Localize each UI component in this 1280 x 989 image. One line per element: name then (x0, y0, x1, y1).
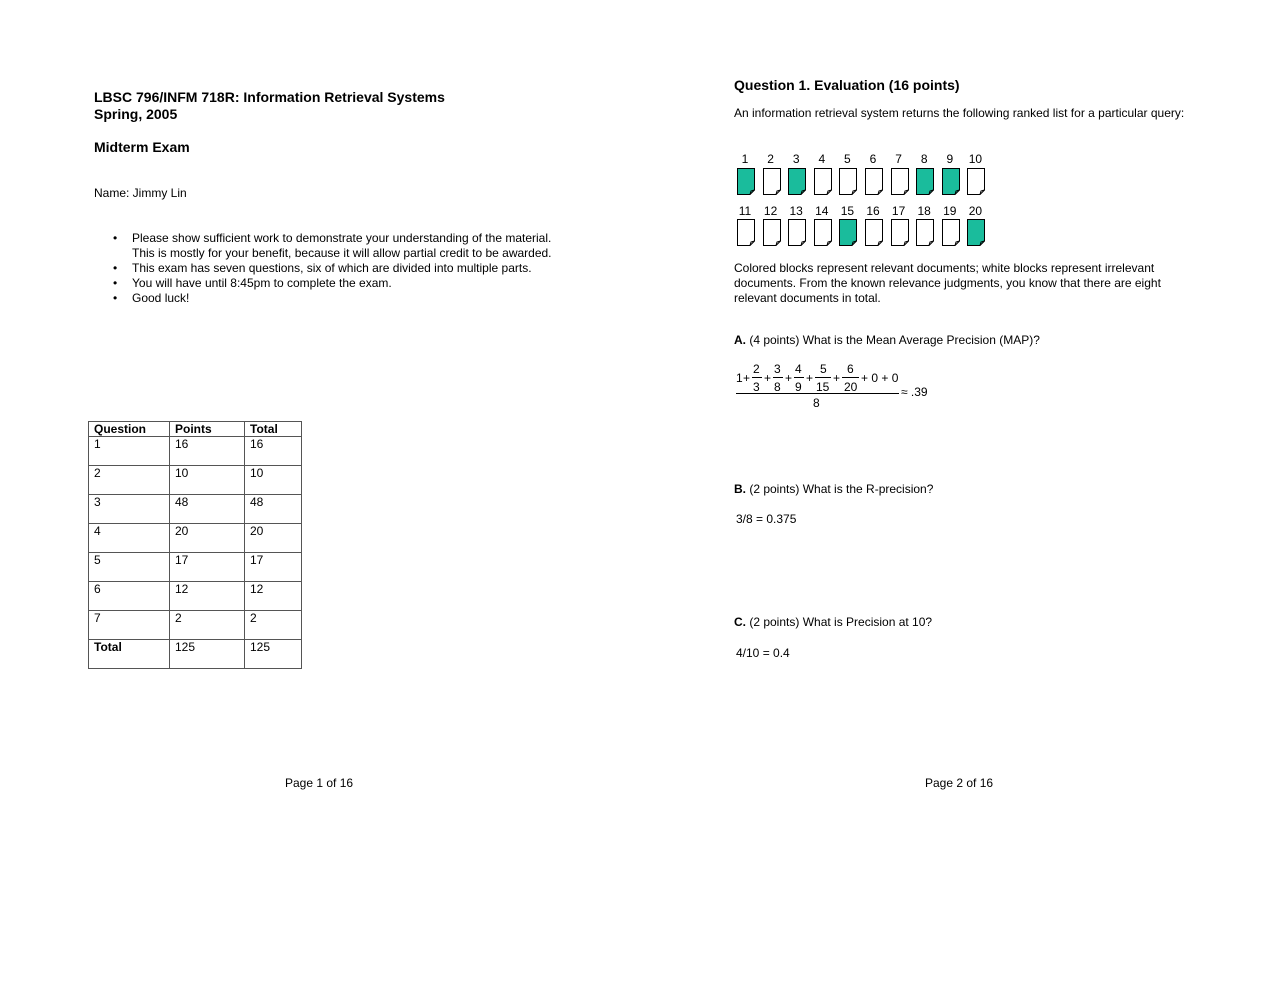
relevant-document-icon (788, 168, 806, 195)
rank-number: 20 (968, 204, 983, 218)
rank-number: 7 (895, 152, 902, 166)
formula-denominator: 15 (816, 380, 830, 394)
irrelevant-document-icon (788, 219, 806, 246)
table-row (89, 524, 302, 553)
table-row (89, 611, 302, 640)
irrelevant-document-icon (891, 219, 909, 246)
student-name: Name: Jimmy Lin (94, 186, 187, 200)
relevant-document-icon (967, 219, 985, 246)
instructions-list (113, 231, 553, 306)
rank-number: 19 (943, 204, 957, 218)
irrelevant-document-icon (763, 168, 781, 195)
formula-denominator: 3 (753, 380, 760, 394)
rank-number: 9 (946, 152, 954, 166)
table-cell: 48 (245, 495, 302, 524)
table-cell: 125 (170, 640, 245, 669)
table-cell: 17 (245, 553, 302, 582)
formula-numerator: 2 (753, 362, 760, 376)
part-b-answer: 3/8 = 0.375 (736, 512, 797, 526)
irrelevant-document-icon (814, 219, 832, 246)
exam-title: Midterm Exam (94, 139, 190, 155)
formula-denominator: 8 (774, 380, 781, 394)
formula-divisor: 8 (813, 396, 820, 410)
rank-number: 3 (792, 152, 800, 166)
formula-numerator: 4 (795, 362, 802, 376)
formula-fraction-bar (815, 377, 831, 378)
formula-leading-term: 1 (736, 371, 743, 385)
rank-number: 18 (917, 204, 931, 218)
table-header: Total (245, 422, 302, 437)
table-cell: 16 (245, 437, 302, 466)
part-a-label: A. (734, 333, 746, 347)
formula-numerator: 3 (774, 362, 781, 376)
table-total-row (89, 640, 302, 669)
irrelevant-document-icon (839, 168, 857, 195)
irrelevant-document-icon (942, 219, 960, 246)
formula-plus: + (806, 371, 814, 385)
rank-number: 14 (815, 204, 829, 218)
table-cell: 12 (245, 582, 302, 611)
table-cell: 16 (170, 437, 245, 466)
table-header: Points (170, 422, 245, 437)
table-cell: 2 (245, 611, 302, 640)
irrelevant-document-icon (814, 168, 832, 195)
rank-number: 4 (818, 152, 826, 166)
relevant-document-icon (942, 168, 960, 195)
rank-number: 11 (738, 204, 752, 218)
question-intro: An information retrieval system returns the following ranked list for a particular query: (734, 106, 1185, 120)
table-cell: 48 (170, 495, 245, 524)
rank-number: 15 (840, 204, 855, 218)
table-cell: 3 (89, 495, 170, 524)
table-cell: Total (89, 640, 170, 669)
rank-number: 5 (844, 152, 851, 166)
rank-number: 13 (789, 204, 803, 218)
irrelevant-document-icon (763, 219, 781, 246)
formula-denominator: 9 (795, 380, 802, 394)
table-cell: 125 (245, 640, 302, 669)
table-row (89, 437, 302, 466)
instruction-item: • This exam has seven questions, six of which are divided into multiple parts. (113, 261, 532, 275)
instruction-item: • You will have until 8:45pm to complete the exam. (113, 276, 392, 290)
table-cell: 20 (245, 524, 302, 553)
points-table (88, 421, 302, 669)
page-number-right: Page 2 of 16 (925, 776, 994, 790)
table-cell: 7 (89, 611, 170, 640)
question-title: Question 1. Evaluation (16 points) (734, 77, 960, 93)
table-cell: 1 (89, 437, 170, 466)
formula-approx-result: ≈ .39 (901, 385, 928, 399)
part-b-question (734, 482, 933, 496)
rank-number: 17 (891, 204, 906, 218)
formula-plus: + (833, 371, 841, 385)
table-cell: 2 (170, 611, 245, 640)
formula-fraction-bar (794, 377, 804, 378)
table-row (89, 495, 302, 524)
course-title: LBSC 796/INFM 718R: Information Retrieval Systems (94, 89, 445, 105)
formula-plus: + (764, 371, 772, 385)
table-cell: 5 (89, 553, 170, 582)
formula-denominator: 20 (844, 380, 858, 394)
part-b-text: (2 points) What is the R-precision? (746, 482, 934, 496)
part-c-text: (2 points) What is Precision at 10? (746, 615, 933, 629)
relevant-document-icon (737, 168, 755, 195)
table-cell: 10 (245, 466, 302, 495)
page-number-left: Page 1 of 16 (285, 776, 354, 790)
relevant-document-icon (839, 219, 857, 246)
formula-plus: + (785, 371, 793, 385)
table-header-row (89, 422, 302, 437)
bullet-icon: • (113, 276, 118, 290)
table-row (89, 466, 302, 495)
rank-number: 2 (767, 152, 774, 166)
irrelevant-document-icon (967, 168, 985, 195)
bullet-icon: • (113, 291, 118, 305)
part-c-answer: 4/10 = 0.4 (736, 646, 790, 660)
table-cell: 20 (170, 524, 245, 553)
bullet-icon: • (113, 231, 118, 245)
formula-fraction-bar (842, 377, 859, 378)
irrelevant-document-icon (737, 219, 755, 246)
irrelevant-document-icon (891, 168, 909, 195)
table-cell: 12 (170, 582, 245, 611)
rank-number: 10 (968, 152, 983, 166)
rank-number: 12 (763, 204, 778, 218)
instruction-item: • Please show sufficient work to demonstrate your understanding of the material. This is mostly for your benefit, because it will allow partial credit to be awarded. (113, 231, 552, 260)
part-a-text: (4 points) What is the Mean Average Precision (MAP)? (746, 333, 1040, 347)
formula-numerator: 5 (820, 362, 827, 376)
rank-number: 16 (866, 204, 880, 218)
formula-zero-terms: + 0 + 0 (861, 371, 899, 385)
table-row (89, 553, 302, 582)
relevance-legend: Colored blocks represent relevant documents; white blocks represent irrelevant documents. From the known relevance judgments, you know that there are eight relevant documents in total. (734, 261, 1161, 305)
part-c-question (734, 615, 932, 629)
rank-number: 6 (869, 152, 877, 166)
formula-main-fraction-bar (736, 393, 899, 394)
exam-term: Spring, 2005 (94, 106, 178, 122)
irrelevant-document-icon (865, 168, 883, 195)
table-cell: 4 (89, 524, 170, 553)
formula-fraction-bar (773, 377, 783, 378)
table-cell: 10 (170, 466, 245, 495)
table-cell: 6 (89, 582, 170, 611)
relevant-document-icon (916, 168, 934, 195)
irrelevant-document-icon (865, 219, 883, 246)
table-header: Question (89, 422, 170, 437)
part-c-label: C. (734, 615, 746, 629)
table-row (89, 582, 302, 611)
instruction-item: • Good luck! (113, 291, 190, 305)
table-cell: 17 (170, 553, 245, 582)
part-a-question (734, 333, 1040, 347)
bullet-icon: • (113, 261, 118, 275)
part-b-label: B. (734, 482, 746, 496)
rank-number: 1 (741, 152, 749, 166)
table-cell: 2 (89, 466, 170, 495)
irrelevant-document-icon (916, 219, 934, 246)
formula-plus: + (743, 371, 751, 385)
rank-number: 8 (920, 152, 928, 166)
formula-numerator: 6 (847, 362, 854, 376)
formula-fraction-bar (752, 377, 762, 378)
